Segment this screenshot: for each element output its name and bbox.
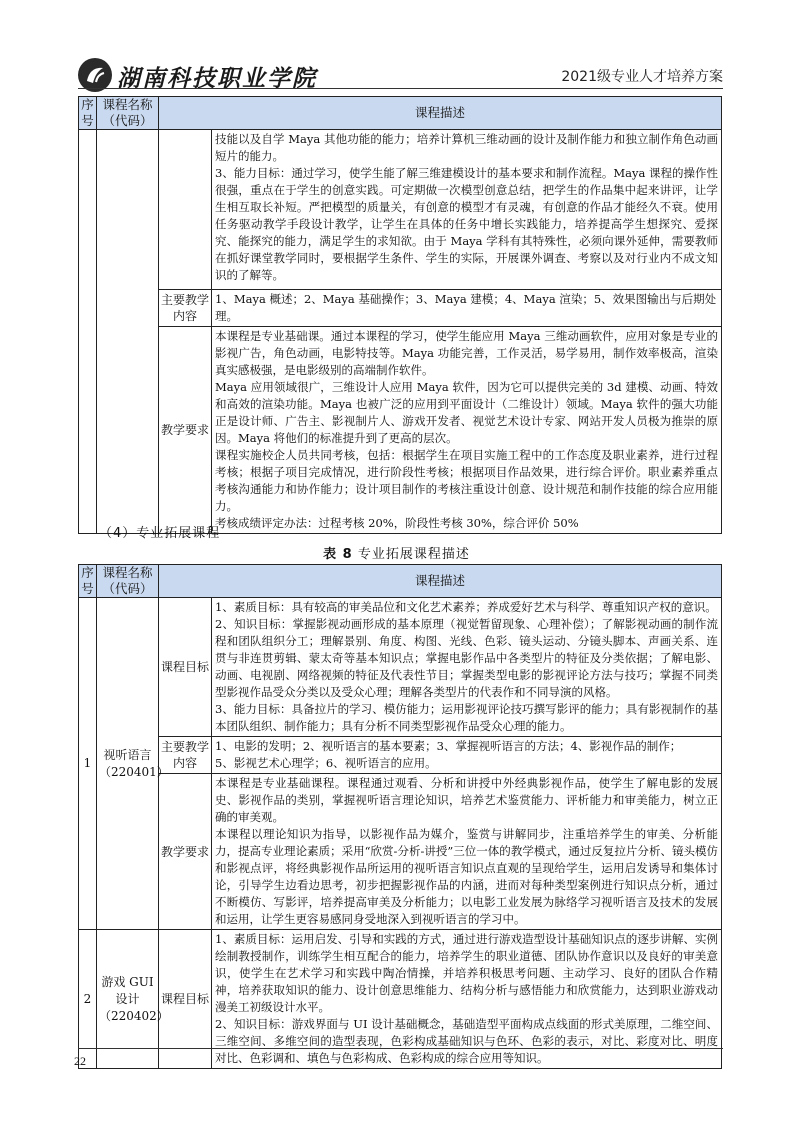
goal-paragraph: 2、知识目标：游戏界面与 UI 设计基础概念，基础造型平面构成点线面的形式美原理，二维空间、三维空间、多维空间的造型表现，色彩构成基础知识与色环、色彩的表示，对比、彩度对比、明度对比、色彩调和、填色与色彩构成、色彩构成的综合应用等知识。: [215, 1017, 718, 1065]
goal-paragraph: 3、能力目标：具备拉片的学习、模仿能力；运用影视评论技巧撰写影评的能力；具有影视制作的基本团队组织、制作能力；具有分析不同类型影视作品受众心理的能力。: [215, 702, 718, 733]
plan-title: 2021级专业人才培养方案: [561, 69, 723, 85]
table-row: [79, 290, 722, 327]
table-caption-number: 表 8: [323, 547, 353, 562]
content-desc: [212, 737, 722, 774]
goal-label: 课程目标: [159, 598, 212, 737]
course-title: 视听语言: [103, 747, 152, 762]
table-header-row: [79, 565, 722, 598]
requirement-desc: [212, 774, 722, 930]
table-row: [79, 774, 722, 930]
school-logo: [78, 58, 112, 92]
content-label: 主要教学内容: [159, 737, 212, 774]
course-name-cell: [97, 130, 159, 534]
content-paragraph: 1、电影的发明；2、视听语言的基本要素；3、掌握视听语言的方法；4、影视作品的制作；: [215, 739, 682, 753]
content-desc: 1、Maya 概述；2、Maya 基础操作；3、Maya 建模；4、Maya 渲染；5、效果图输出与后期处理。: [212, 290, 722, 327]
header-course-name: 课程名称（代码）: [97, 97, 159, 130]
requirement-desc: [212, 327, 722, 534]
header-course-desc: 课程描述: [159, 565, 722, 598]
table-row: [79, 327, 722, 534]
requirement-paragraph: 本课程是专业基础课程。课程通过观看、分析和讲授中外经典影视作品，使学生了解电影的发展史、影视作品的类别，掌握视听语言理论知识，培养艺术鉴赏能力、评析能力和审美能力，树立正确的审美观。: [215, 776, 718, 824]
index-cell: [79, 130, 97, 534]
section-heading: （4）专业拓展课程: [99, 526, 221, 541]
extension-course-table: [78, 564, 722, 1069]
header-index: 序号: [79, 565, 97, 598]
table-header-row: [79, 97, 722, 130]
course-table-continued: [78, 96, 722, 534]
header-index: 序号: [79, 97, 97, 130]
course-index: 2: [79, 930, 97, 1069]
requirement-paragraph: Maya 应用领域很广，三维设计人应用 Maya 软件，因为它可以提供完美的 3d 建模、动画、特效和高效的渲染功能。Maya 也被广泛的应用到平面设计（二维设计）领域。Maya 软件的强大功能正是设计师、广告主、影视制片人、游戏开发者、视觉艺术设计专家、网站开发人员极为推崇的原因。Maya 将他们的标准提升到了更高的层次。: [215, 380, 718, 445]
requirement-paragraph: 考核成绩评定办法：过程考核 20%，阶段性考核 30%，综合评价 50%: [215, 516, 579, 530]
goal-paragraph: 1、素质目标：运用启发、引导和实践的方式，通过进行游戏造型设计基础知识点的逐步讲解、实例绘制教授制作，训练学生相互配合的能力，培养学生的职业道德、团队协作意识以及良好的审美意识，使学生在艺术学习和实践中陶冶情操，并培养积极思考问题、主动学习、良好的团队合作精神，培养获取知识的能力、设计创意思维能力、结构分析与感悟能力和欣赏能力，达到职业游戏动漫美工初级设计水平。: [215, 932, 718, 1014]
course-index: 1: [79, 598, 97, 930]
header-course-name: 课程名称（代码）: [97, 565, 159, 598]
table-row: [79, 598, 722, 737]
course-name: [97, 598, 169, 930]
requirement-paragraph: 课程实施校企人员共同考核，包括：根据学生在项目实施工程中的工作态度及职业素养，进行过程考核；根据子项目完成情况，进行阶段性考核；根据项目作品效果，进行综合评价。职业素养重点考核沟通能力和协作能力；设计项目制作的考核注重设计创意、设计规范和制作技能的综合应用能力。: [215, 448, 718, 513]
header-rule: [78, 88, 723, 89]
requirement-paragraph: 本课程是专业基础课。通过本课程的学习，使学生能应用 Maya 三维动画软件，应用对象是专业的影视广告，角色动画，电影特技等。Maya 功能完善，工作灵活，易学易用，制作效率极高，渲染真实感极强，是电影级别的高端制作软件。: [215, 329, 718, 377]
content-label: 主要教学内容: [159, 290, 212, 327]
goal-label-cell: [159, 130, 212, 290]
goal-paragraph: 2、知识目标：掌握影视动画形成的基本原理（视觉暂留现象、心理补偿）；了解影视动画的制作流程和团队组织分工；理解景别、角度、构图、光线、色彩、镜头运动、分镜头脚本、声画关系、连贯与非连贯剪辑、蒙太奇等基本知识点；掌握电影作品中各类型片的特征及分类依据；了解电影、动画、电视剧、网络视频的特征及代表性节目；掌握类型电影的影视评论方法与技巧；掌握不同类型影视作品受众分类以及受众心理；理解各类型片的代表作和不同导演的风格。: [215, 617, 718, 699]
goal-label: 课程目标: [159, 930, 212, 1069]
requirement-label: 教学要求: [159, 774, 212, 930]
course-title: 游戏 GUI 设计: [101, 974, 154, 1006]
course-code: （220401）: [99, 764, 169, 779]
goal-paragraph: 技能以及自学 Maya 其他功能的能力；培养计算机三维动画的设计及制作能力和独立制作角色动画短片的能力。: [215, 132, 718, 163]
course-code: （220402）: [99, 1008, 169, 1023]
school-emblem-icon: [78, 58, 112, 92]
school-name: 湖南科技职业学院: [117, 65, 317, 92]
goal-desc-cell: [212, 130, 722, 290]
page-number: 22: [74, 1054, 86, 1068]
requirement-label: 教学要求: [159, 327, 212, 534]
footer-rule: [78, 1048, 723, 1049]
content-paragraph: 5、影视艺术心理学；6、视听语言的应用。: [215, 756, 437, 770]
goal-desc: [212, 598, 722, 737]
goal-paragraph: 3、能力目标：通过学习，使学生能了解三维建模设计的基本要求和制作流程。Maya 课程的操作性很强，重点在于学生的创意实践。可定期做一次模型创意总结，把学生的作品集中起来讲评，让学生相互取长补短。严把模型的质量关，有创意的模型才有灵魂，有创意的作品才能经久不衰。使用任务驱动教学手段设计教学，让学生在具体的任务中增长实践能力，培养提高学生想探究、爱探究、能探究的能力，满足学生的求知欲。由于 Maya 学科有其特殊性，必须向课外延伸，需要教师在抓好课堂教学同时，要根据学生条件、学生的实际，开展课外调查、考察以及对行业内不成文知识的了解等。: [215, 166, 718, 282]
goal-paragraph: 1、素质目标：具有较高的审美品位和文化艺术素养；养成爱好艺术与科学、尊重知识产权的意识。: [215, 600, 717, 614]
header-course-desc: 课程描述: [159, 97, 722, 130]
table-row: [79, 737, 722, 774]
requirement-paragraph: 本课程以理论知识为指导，以影视作品为媒介，鉴赏与讲解同步，注重培养学生的审美、分析能力，提高专业理论素质；采用“欣赏-分析-讲授”三位一体的教学模式，通过反复拉片分析、镜头模仿和影视点评，将经典影视作品所运用的视听语言知识点直观的呈现给学生，运用启发诱导和集体讨论，引导学生边看边思考，初步把握影视作品的内涵，进而对每种类型案例进行知识点分析，通过不断模仿、写影评，培养提高审美及分析能力；以电影工业发展为脉络学习视听语言及技术的发展和运用，让学生更容易感同身受地深入到视听语言的学习中。: [215, 827, 718, 926]
table-caption-title: 专业拓展课程描述: [357, 547, 470, 562]
table-row: [79, 130, 722, 290]
table-caption: [0, 543, 793, 562]
